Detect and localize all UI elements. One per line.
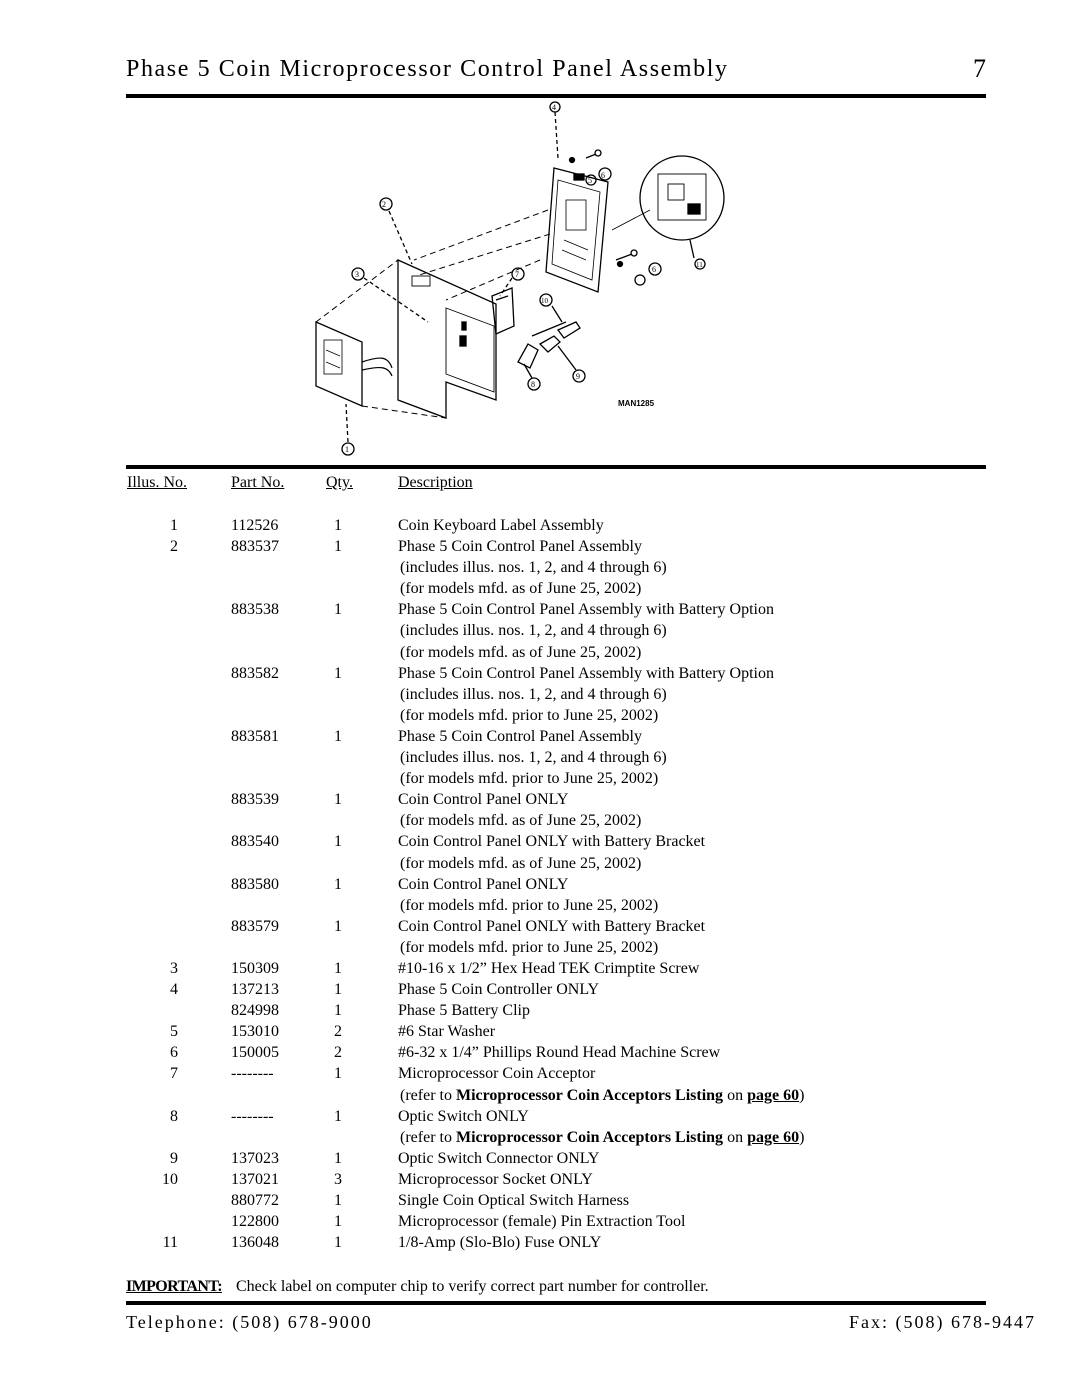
callout-8: 8: [531, 380, 535, 389]
fax-number: Fax: (508) 678-9447: [849, 1312, 1036, 1332]
table-row: [0, 895, 1080, 916]
table-row: [0, 1190, 1080, 1211]
page-reference-link[interactable]: page 60: [747, 1086, 800, 1104]
qty-cell: 2: [334, 1023, 342, 1041]
qty-cell: 1: [334, 517, 342, 534]
table-row: [0, 536, 1080, 557]
part-no-cell: 122800: [231, 1213, 279, 1231]
description-cell: (includes illus. nos. 1, 2, and 4 through 6): [400, 749, 667, 767]
page-header: [126, 56, 986, 96]
description-cell: Optic Switch ONLY: [398, 1107, 529, 1125]
table-row: [0, 1085, 1080, 1106]
description-cell: Optic Switch Connector ONLY: [398, 1149, 600, 1167]
parts-table-header: [0, 474, 1080, 496]
table-row: [0, 768, 1080, 789]
qty-cell: 1: [334, 727, 342, 745]
part-no-cell: 150309: [231, 959, 279, 977]
table-row: [0, 1021, 1080, 1042]
description-cell: (refer to Microprocessor Coin Acceptors Listing on page 60): [400, 1086, 805, 1104]
table-row: [0, 916, 1080, 937]
callout-10: 10: [541, 297, 548, 305]
description-cell: Phase 5 Coin Control Panel Assembly with Battery Option: [398, 601, 774, 619]
description-cell: (includes illus. nos. 1, 2, and 4 through 6): [400, 559, 667, 577]
description-cell: Coin Keyboard Label Assembly: [398, 517, 604, 534]
important-text: Check label on computer chip to verify correct part number for controller.: [235, 1278, 709, 1295]
footer-rule: [126, 1301, 986, 1305]
callout-3: 3: [355, 270, 359, 279]
part-no-cell: 824998: [231, 1002, 279, 1020]
qty-cell: 1: [334, 1149, 342, 1167]
page-number: 7: [973, 54, 986, 83]
qty-cell: 1: [334, 1213, 342, 1231]
table-row: [0, 578, 1080, 599]
qty-cell: 1: [334, 959, 342, 977]
part-no-cell: 112526: [231, 517, 279, 534]
qty-cell: 2: [334, 1044, 342, 1062]
description-cell: #6-32 x 1/4” Phillips Round Head Machine Screw: [398, 1044, 721, 1062]
table-row: [0, 1211, 1080, 1232]
part-no-cell: 883540: [231, 833, 279, 851]
illus-no-cell: 3: [170, 959, 178, 977]
description-cell: Phase 5 Coin Control Panel Assembly with Battery Option: [398, 664, 774, 682]
part-no-cell: 883579: [231, 917, 279, 935]
description-cell: Microprocessor (female) Pin Extraction Tool: [398, 1213, 686, 1231]
description-cell: #6 Star Washer: [398, 1023, 496, 1041]
qty-cell: 1: [334, 833, 342, 851]
table-row: [0, 515, 1080, 536]
table-row: [0, 853, 1080, 874]
callout-5: 5: [588, 176, 592, 185]
qty-cell: 1: [334, 601, 342, 619]
description-cell: (for models mfd. prior to June 25, 2002): [400, 770, 659, 788]
illus-no-cell: 10: [162, 1170, 178, 1188]
exploded-view-illustration: [296, 100, 756, 462]
description-cell: 1/8-Amp (Slo-Blo) Fuse ONLY: [398, 1234, 602, 1252]
parts-table-body: [0, 515, 1080, 1253]
illus-no-cell: 8: [170, 1107, 178, 1125]
illus-no-cell: 2: [170, 538, 178, 556]
table-row: [0, 1000, 1080, 1021]
callout-9: 9: [576, 372, 580, 381]
table-row: [0, 831, 1080, 852]
description-cell: Microprocessor Coin Acceptor: [398, 1065, 596, 1083]
qty-cell: 1: [334, 1107, 342, 1125]
part-no-cell: 883537: [231, 538, 279, 556]
description-cell: (for models mfd. as of June 25, 2002): [400, 854, 642, 872]
table-row: [0, 1127, 1080, 1148]
table-row: [0, 958, 1080, 979]
table-row: [0, 620, 1080, 641]
table-row: [0, 874, 1080, 895]
table-row: [0, 1042, 1080, 1063]
table-row: [0, 979, 1080, 1000]
table-row: [0, 747, 1080, 768]
part-no-cell: 136048: [231, 1234, 279, 1252]
table-row: [0, 789, 1080, 810]
important-note: [126, 1278, 709, 1296]
header-rule: [126, 94, 986, 98]
table-row: [0, 1148, 1080, 1169]
description-cell: Phase 5 Battery Clip: [398, 1002, 530, 1020]
table-row: [0, 937, 1080, 958]
description-cell: Single Coin Optical Switch Harness: [398, 1192, 630, 1209]
illus-no-cell: 5: [170, 1023, 178, 1041]
col-desc-header: Description: [398, 474, 473, 491]
part-no-cell: 153010: [231, 1023, 279, 1041]
page-reference-link[interactable]: page 60: [747, 1128, 800, 1146]
page-title: Phase 5 Coin Microprocessor Control Panel Assembly: [126, 56, 729, 82]
table-row: [0, 557, 1080, 578]
table-row: [0, 1106, 1080, 1127]
part-no-cell: --------: [231, 1065, 274, 1083]
part-no-cell: 137021: [231, 1170, 279, 1188]
qty-cell: 1: [334, 664, 342, 682]
table-row: [0, 663, 1080, 684]
description-cell: (for models mfd. as of June 25, 2002): [400, 580, 642, 598]
illus-no-cell: 11: [162, 1234, 178, 1252]
qty-cell: 1: [334, 1002, 342, 1020]
telephone-number: Telephone: (508) 678-9000: [126, 1312, 373, 1332]
description-cell: Phase 5 Coin Controller ONLY: [398, 981, 600, 999]
qty-cell: 1: [334, 791, 342, 809]
table-top-rule: [126, 465, 986, 469]
part-no-cell: 880772: [231, 1192, 279, 1209]
qty-cell: 1: [334, 917, 342, 935]
description-cell: Microprocessor Socket ONLY: [398, 1170, 593, 1188]
description-cell: #10-16 x 1/2” Hex Head TEK Crimptite Screw: [398, 959, 700, 977]
illus-no-cell: 1: [170, 517, 178, 534]
col-illus-header: Illus. No.: [127, 474, 187, 491]
part-no-cell: 883539: [231, 791, 279, 809]
table-row: [0, 684, 1080, 705]
part-no-cell: 137213: [231, 981, 279, 999]
description-cell: Coin Control Panel ONLY: [398, 791, 569, 809]
illus-no-cell: 4: [170, 981, 178, 999]
col-qty-header: Qty.: [326, 474, 353, 491]
part-no-cell: 150005: [231, 1044, 279, 1062]
qty-cell: 1: [334, 1192, 342, 1209]
qty-cell: 3: [334, 1170, 342, 1188]
part-no-cell: 883538: [231, 601, 279, 619]
part-no-cell: 883582: [231, 664, 279, 682]
description-cell: (for models mfd. prior to June 25, 2002): [400, 706, 659, 724]
qty-cell: 1: [334, 1065, 342, 1083]
description-cell: (for models mfd. as of June 25, 2002): [400, 812, 642, 830]
callout-7: 7: [515, 270, 519, 279]
description-cell: (for models mfd. prior to June 25, 2002): [400, 896, 659, 914]
callout-6-bottom: 6: [652, 265, 656, 274]
description-cell: (refer to Microprocessor Coin Acceptors Listing on page 60): [400, 1128, 805, 1146]
qty-cell: 1: [334, 1234, 342, 1252]
table-row: [0, 642, 1080, 663]
description-cell: Coin Control Panel ONLY: [398, 875, 569, 893]
callout-6-top: 6: [601, 171, 605, 180]
description-cell: Phase 5 Coin Control Panel Assembly: [398, 727, 642, 745]
callout-4: 4: [552, 103, 556, 112]
part-no-cell: 883580: [231, 875, 279, 893]
table-row: [0, 1232, 1080, 1253]
table-row: [0, 726, 1080, 747]
description-cell: Coin Control Panel ONLY with Battery Bracket: [398, 917, 706, 935]
qty-cell: 1: [334, 981, 342, 999]
description-cell: (includes illus. nos. 1, 2, and 4 through 6): [400, 622, 667, 640]
part-no-cell: 883581: [231, 727, 279, 745]
qty-cell: 1: [334, 538, 342, 556]
part-no-cell: --------: [231, 1107, 274, 1125]
table-row: [0, 705, 1080, 726]
illus-no-cell: 9: [170, 1149, 178, 1167]
description-cell: (includes illus. nos. 1, 2, and 4 through 6): [400, 685, 667, 703]
illus-no-cell: 7: [170, 1065, 178, 1083]
callout-11: 11: [696, 261, 703, 269]
part-no-cell: 137023: [231, 1149, 279, 1167]
table-row: [0, 1063, 1080, 1084]
callout-2: 2: [382, 200, 386, 209]
important-label: IMPORTANT:: [126, 1278, 222, 1295]
table-row: [0, 599, 1080, 620]
qty-cell: 1: [334, 875, 342, 893]
callout-1: 1: [345, 445, 349, 454]
description-cell: (for models mfd. prior to June 25, 2002): [400, 938, 659, 956]
table-row: [0, 1169, 1080, 1190]
description-cell: (for models mfd. as of June 25, 2002): [400, 643, 642, 661]
drawing-id: MAN1285: [618, 399, 655, 408]
description-cell: Phase 5 Coin Control Panel Assembly: [398, 538, 642, 556]
illus-no-cell: 6: [170, 1044, 178, 1062]
col-part-header: Part No.: [231, 474, 285, 491]
description-cell: Coin Control Panel ONLY with Battery Bracket: [398, 833, 706, 851]
table-row: [0, 810, 1080, 831]
